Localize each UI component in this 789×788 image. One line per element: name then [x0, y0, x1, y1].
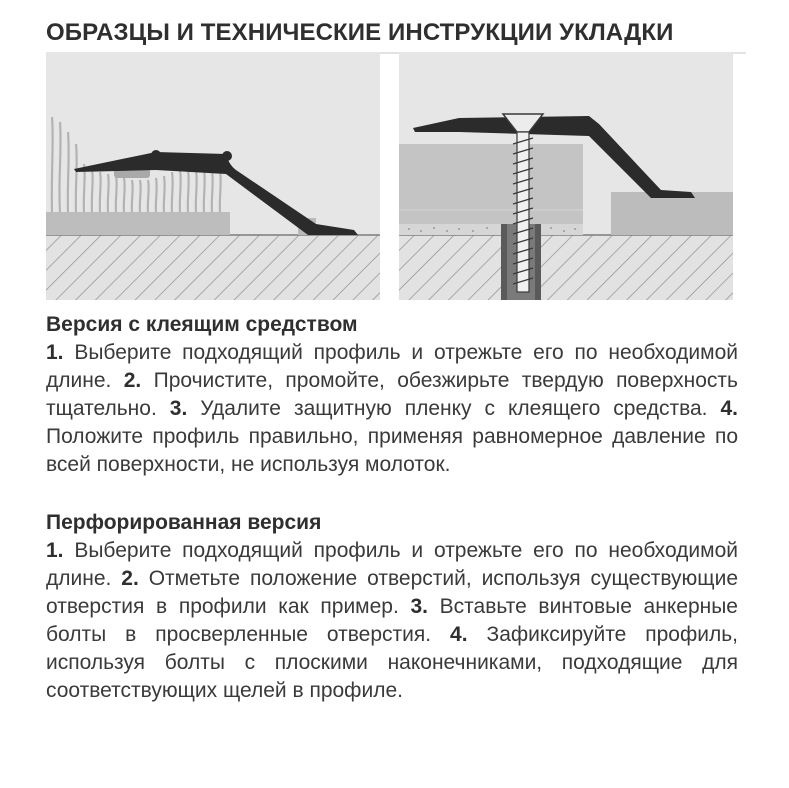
step-number: 3.: [169, 397, 188, 420]
page-title: ОБРАЗЦЫ И ТЕХНИЧЕСКИЕ ИНСТРУКЦИИ УКЛАДКИ: [46, 14, 746, 54]
step-number: 2.: [121, 567, 139, 590]
step-number: 3.: [410, 595, 428, 618]
step-text: Отметьте положение отверстий, используя существующие отверстия в профили как пример.: [46, 567, 738, 618]
perforated-profile-illustration: [399, 52, 733, 300]
step-text: Вставьте винтовые анкерные болты в просверленные отверстия.: [46, 595, 738, 646]
adhesive-profile-illustration: [46, 52, 380, 300]
instructions-perforated: [46, 537, 738, 705]
step-text: Выберите подходящий профиль и отрежьте его по необходимой длине.: [46, 341, 738, 392]
section-heading-perforated: Перфорированная версия: [46, 511, 322, 534]
step-number: 4.: [720, 397, 739, 420]
step-text: Прочистите, промойте, обезжирьте твердую поверхность тщательно.: [46, 369, 738, 420]
step-number: 2.: [123, 369, 142, 392]
step-number: 4.: [450, 623, 468, 646]
step-text: Выберите подходящий профиль и отрежьте его по необходимой длине.: [46, 539, 738, 590]
step-text: Положите профиль правильно, применяя равномерное давление по всей поверхности, не используя молоток.: [46, 425, 738, 476]
step-text: Удалите защитную пленку с клеящего средства.: [187, 397, 721, 420]
step-number: 1.: [46, 539, 64, 562]
step-text: Зафиксируйте профиль, используя болты с плоскими наконечниками, подходящие для соответствующих щелей в профиле.: [46, 623, 738, 702]
instructions-adhesive: [46, 339, 738, 479]
section-heading-adhesive: Версия с клеящим средством: [46, 313, 358, 336]
step-number: 1.: [46, 341, 64, 364]
